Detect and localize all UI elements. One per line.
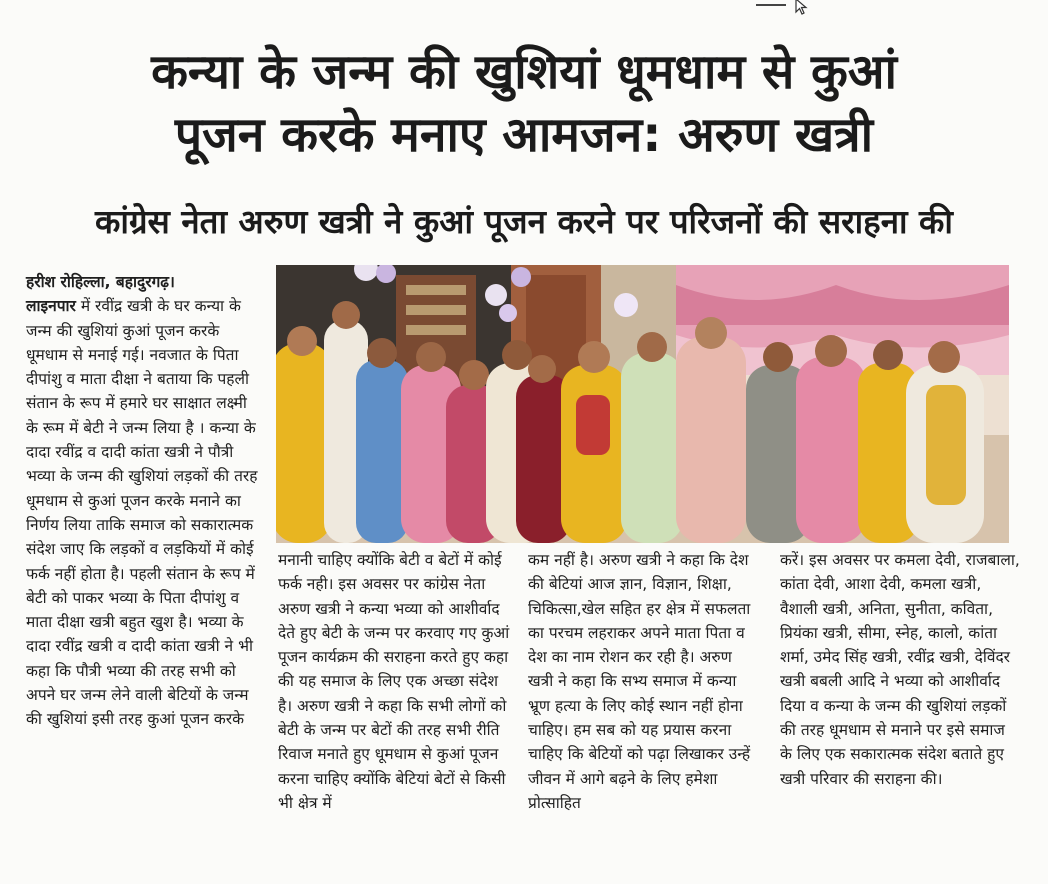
article-column-1 bbox=[26, 270, 258, 732]
column-1-body: में रवींद्र खत्री के घर कन्या के जन्म की खुशियां कुआं पूजन करके धूमधाम से मनाई गई। नवजात के पिता दीपांशु व माता दीक्षा ने बताया कि पहली संतान के रूप में हमारे घर साक्षात लक्ष्मी के रूम में बेटी ने जन्म लिया है । कन्या के दादा रवींद्र व दादी कांता खत्री ने पौत्री भव्या के जन्म की खुशियां लड़कों की तरह धूमधाम से कुआं पूजन करके मनाने का निर्णय लिया ताकि समाज को सकारात्मक संदेश जाए कि लड़कों व लड़कियों में कोई फर्क नहीं होता है। पहली संतान के रूप में बेटी को पाकर भव्या के पिता दीपांशु व माता दीक्षा खत्री बहुत खुश है। भव्या के दादा रवींद्र खत्री व दादी कांता खत्री ने भी कहा कि पौत्री भव्या की तरह सभी को अपने घर जन्म लेने वाली बेटियों के जन्म की खुशियां इसी तरह कुआं पूजन करके bbox=[26, 297, 258, 729]
group-photo-illustration bbox=[276, 265, 1009, 543]
news-photo bbox=[276, 265, 1009, 543]
headline-line-1: कन्या के जन्म की खुशियां धूमधाम से कुआं bbox=[151, 44, 897, 100]
headline-line-2: पूजन करके मनाए आमजन: अरुण खत्री bbox=[174, 107, 874, 163]
page-corner-marks bbox=[740, 0, 820, 16]
subheadline: कांग्रेस नेता अरुण खत्री ने कुआं पूजन करने पर परिजनों की सराहना की bbox=[95, 202, 953, 241]
dateline: हरीश रोहिल्ला, बहादुरगढ़। bbox=[26, 273, 175, 291]
article-column-3: कम नहीं है। अरुण खत्री ने कहा कि देश की बेटियां आज ज्ञान, विज्ञान, शिक्षा, चिकित्सा,खेल सहित हर क्षेत्र में सफलता का परचम लहराकर अपने माता पिता व देश का नाम रोशन कर रही है। अरुण खत्री ने कहा कि सभ्य समाज में कन्या भ्रूण हत्या के लिए कोई स्थान नहीं होना चाहिए। हम सब को यह प्रयास करना चाहिए कि बेटियों को पढ़ा लिखाकर उन्हें जीवन में आगे बढ़ने के लिए हमेशा प्रोत्साहित bbox=[528, 551, 751, 812]
article-column-4: करें। इस अवसर पर कमला देवी, राजबाला, कांता देवी, आशा देवी, कमला खत्री, वैशाली खत्री, अनिता, सुनीता, कविता, प्रियंका खत्री, सीमा, स्नेह, कालो, कांता शर्मा, उमेद सिंह खत्री, रवींद्र खत्री, देविंदर खत्री बबली आदि ने भव्या को आशीर्वाद दिया व कन्या के जन्म की खुशियां लड़कों की तरह धूमधाम से मनाने पर इसे समाज के लिए एक सकारात्मक संदेश बताते हुए खत्री परिवार की सराहना की। bbox=[780, 551, 1020, 788]
lead-word: लाइनपार bbox=[26, 297, 76, 316]
pen-stroke bbox=[756, 4, 786, 6]
cursor-arrow-icon bbox=[794, 0, 812, 16]
article-column-2: मनानी चाहिए क्योंकि बेटी व बेटों में कोई फर्क नही। इस अवसर पर कांग्रेस नेता अरुण खत्री ने कन्या भव्या को आशीर्वाद देते हुए बेटी के जन्म पर करवाए गए कुआं पूजन कार्यक्रम की सराहना करते हुए कहा की यह समाज के लिए एक अच्छा संदेश है। अरुण खत्री ने कहा कि सभी लोगों को बेटी के जन्म पर बेटों की तरह सभी रीति रिवाज मनाते हुए धूमधाम से कुआं पूजन करना चाहिए क्योंकि बेटियां बेटों से किसी भी क्षेत्र में bbox=[278, 551, 510, 812]
